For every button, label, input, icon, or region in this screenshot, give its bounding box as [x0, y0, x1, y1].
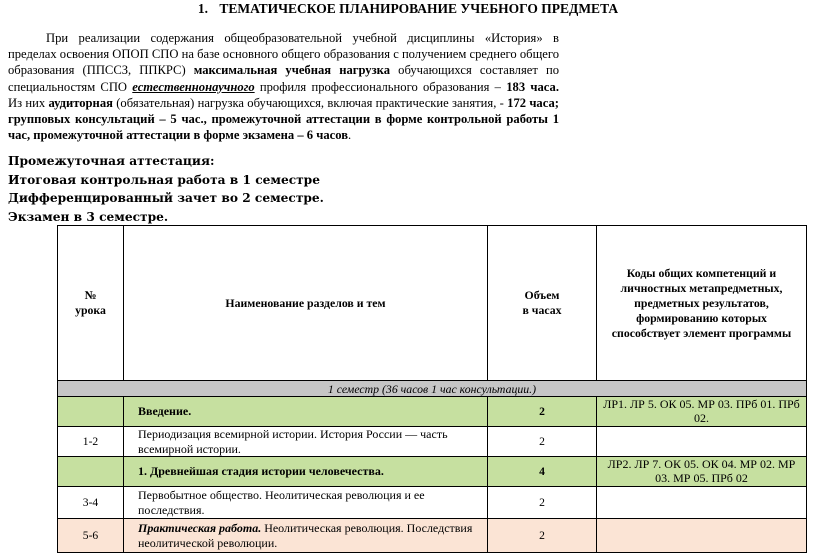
- row-hours: 2: [488, 427, 597, 457]
- auditory-label: аудиторная: [48, 95, 113, 110]
- section-title: ТЕМАТИЧЕСКОЕ ПЛАНИРОВАНИЕ УЧЕБНОГО ПРЕДМЕТА: [219, 1, 619, 16]
- max-load: максимальная учебная нагрузка: [193, 63, 391, 78]
- semester-row: [58, 381, 807, 397]
- intro-text: При реализации содержания общеобразовательной учебной дисциплины «История» в пределах освоения ОПОП СПО на базе основного общего образования с получением среднего общего образования (ППССЗ, ППКРС): [8, 31, 559, 78]
- header-volume: Объем в часах: [488, 226, 597, 381]
- planning-table: [57, 225, 807, 553]
- row-topic: Первобытное общество. Неолитическая революция и ее последствия.: [124, 487, 488, 519]
- row-hours: 4: [488, 457, 597, 487]
- row-codes: ЛР1. ЛР 5. ОК 05. МР 03. ПРб 01. ПРб 02.: [597, 397, 807, 427]
- row-codes: [597, 427, 807, 457]
- attestation-line: Итоговая контрольная работа в 1 семестре: [8, 172, 320, 187]
- row-codes: [597, 487, 807, 519]
- intro-text: обучающихся составляет по специальностям СПО: [8, 63, 559, 94]
- hours-breakdown: 172 часа; групповых консультаций – 5 час., промежуточной аттестации в форме контрольной работы 1 час, промежуточной аттестации в форме экзамена – 6 часов: [8, 95, 559, 143]
- table-row: [58, 487, 807, 519]
- attestation-line: Экзамен в 3 семестре.: [8, 209, 169, 224]
- row-codes: [597, 519, 807, 553]
- header-codes: Коды общих компетенций и личностных метапредметных, предметных результатов, формированию которых способствует элемент программы: [597, 226, 807, 381]
- row-topic: 1. Древнейшая стадия истории человечества.: [124, 457, 488, 487]
- row-num: 5-6: [58, 519, 124, 553]
- row-topic: Периодизация всемирной истории. История России — часть всемирной истории.: [124, 427, 488, 457]
- practical-label: Практическая работа.: [138, 521, 262, 535]
- profile-name: естественнонаучного: [132, 79, 255, 94]
- attestation-block: [8, 152, 324, 226]
- row-hours: 2: [488, 519, 597, 553]
- row-num: 1-2: [58, 427, 124, 457]
- row-codes: ЛР2. ЛР 7. ОК 05. ОК 04. МР 02. МР 03. МР 05. ПРб 02: [597, 457, 807, 487]
- attestation-title: Промежуточная аттестация:: [8, 154, 215, 168]
- intro-text: .: [348, 128, 352, 143]
- table-row: [58, 457, 807, 487]
- header-lesson-no: № урока: [58, 226, 124, 381]
- table-row: [58, 519, 807, 553]
- row-hours: 2: [488, 487, 597, 519]
- row-topic: [124, 519, 488, 553]
- section-heading: [0, 0, 816, 18]
- table-row: [58, 397, 807, 427]
- section-number: 1.: [197, 1, 208, 16]
- intro-text: профиля профессионального образования –: [254, 79, 507, 94]
- header-row: [58, 226, 807, 381]
- semester-label: 1 семестр (36 часов 1 час консультации.): [58, 381, 807, 397]
- row-hours: 2: [488, 397, 597, 427]
- intro-text: (обязательная) нагрузка обучающихся, включая практические занятия, -: [112, 95, 508, 110]
- table-row: [58, 427, 807, 457]
- row-topic: Введение.: [124, 397, 488, 427]
- attestation-line: Дифференцированный зачет во 2 семестре.: [8, 191, 324, 205]
- row-num: 3-4: [58, 487, 124, 519]
- row-num: [58, 397, 124, 427]
- total-hours: 183 часа.: [506, 79, 559, 94]
- row-topic-text: Неолитическая революция. Последствия неолитической революции.: [138, 521, 473, 550]
- intro-text: Из них: [8, 95, 49, 110]
- intro-paragraph: [8, 30, 559, 143]
- header-name: Наименование разделов и тем: [124, 226, 488, 381]
- row-num: [58, 457, 124, 487]
